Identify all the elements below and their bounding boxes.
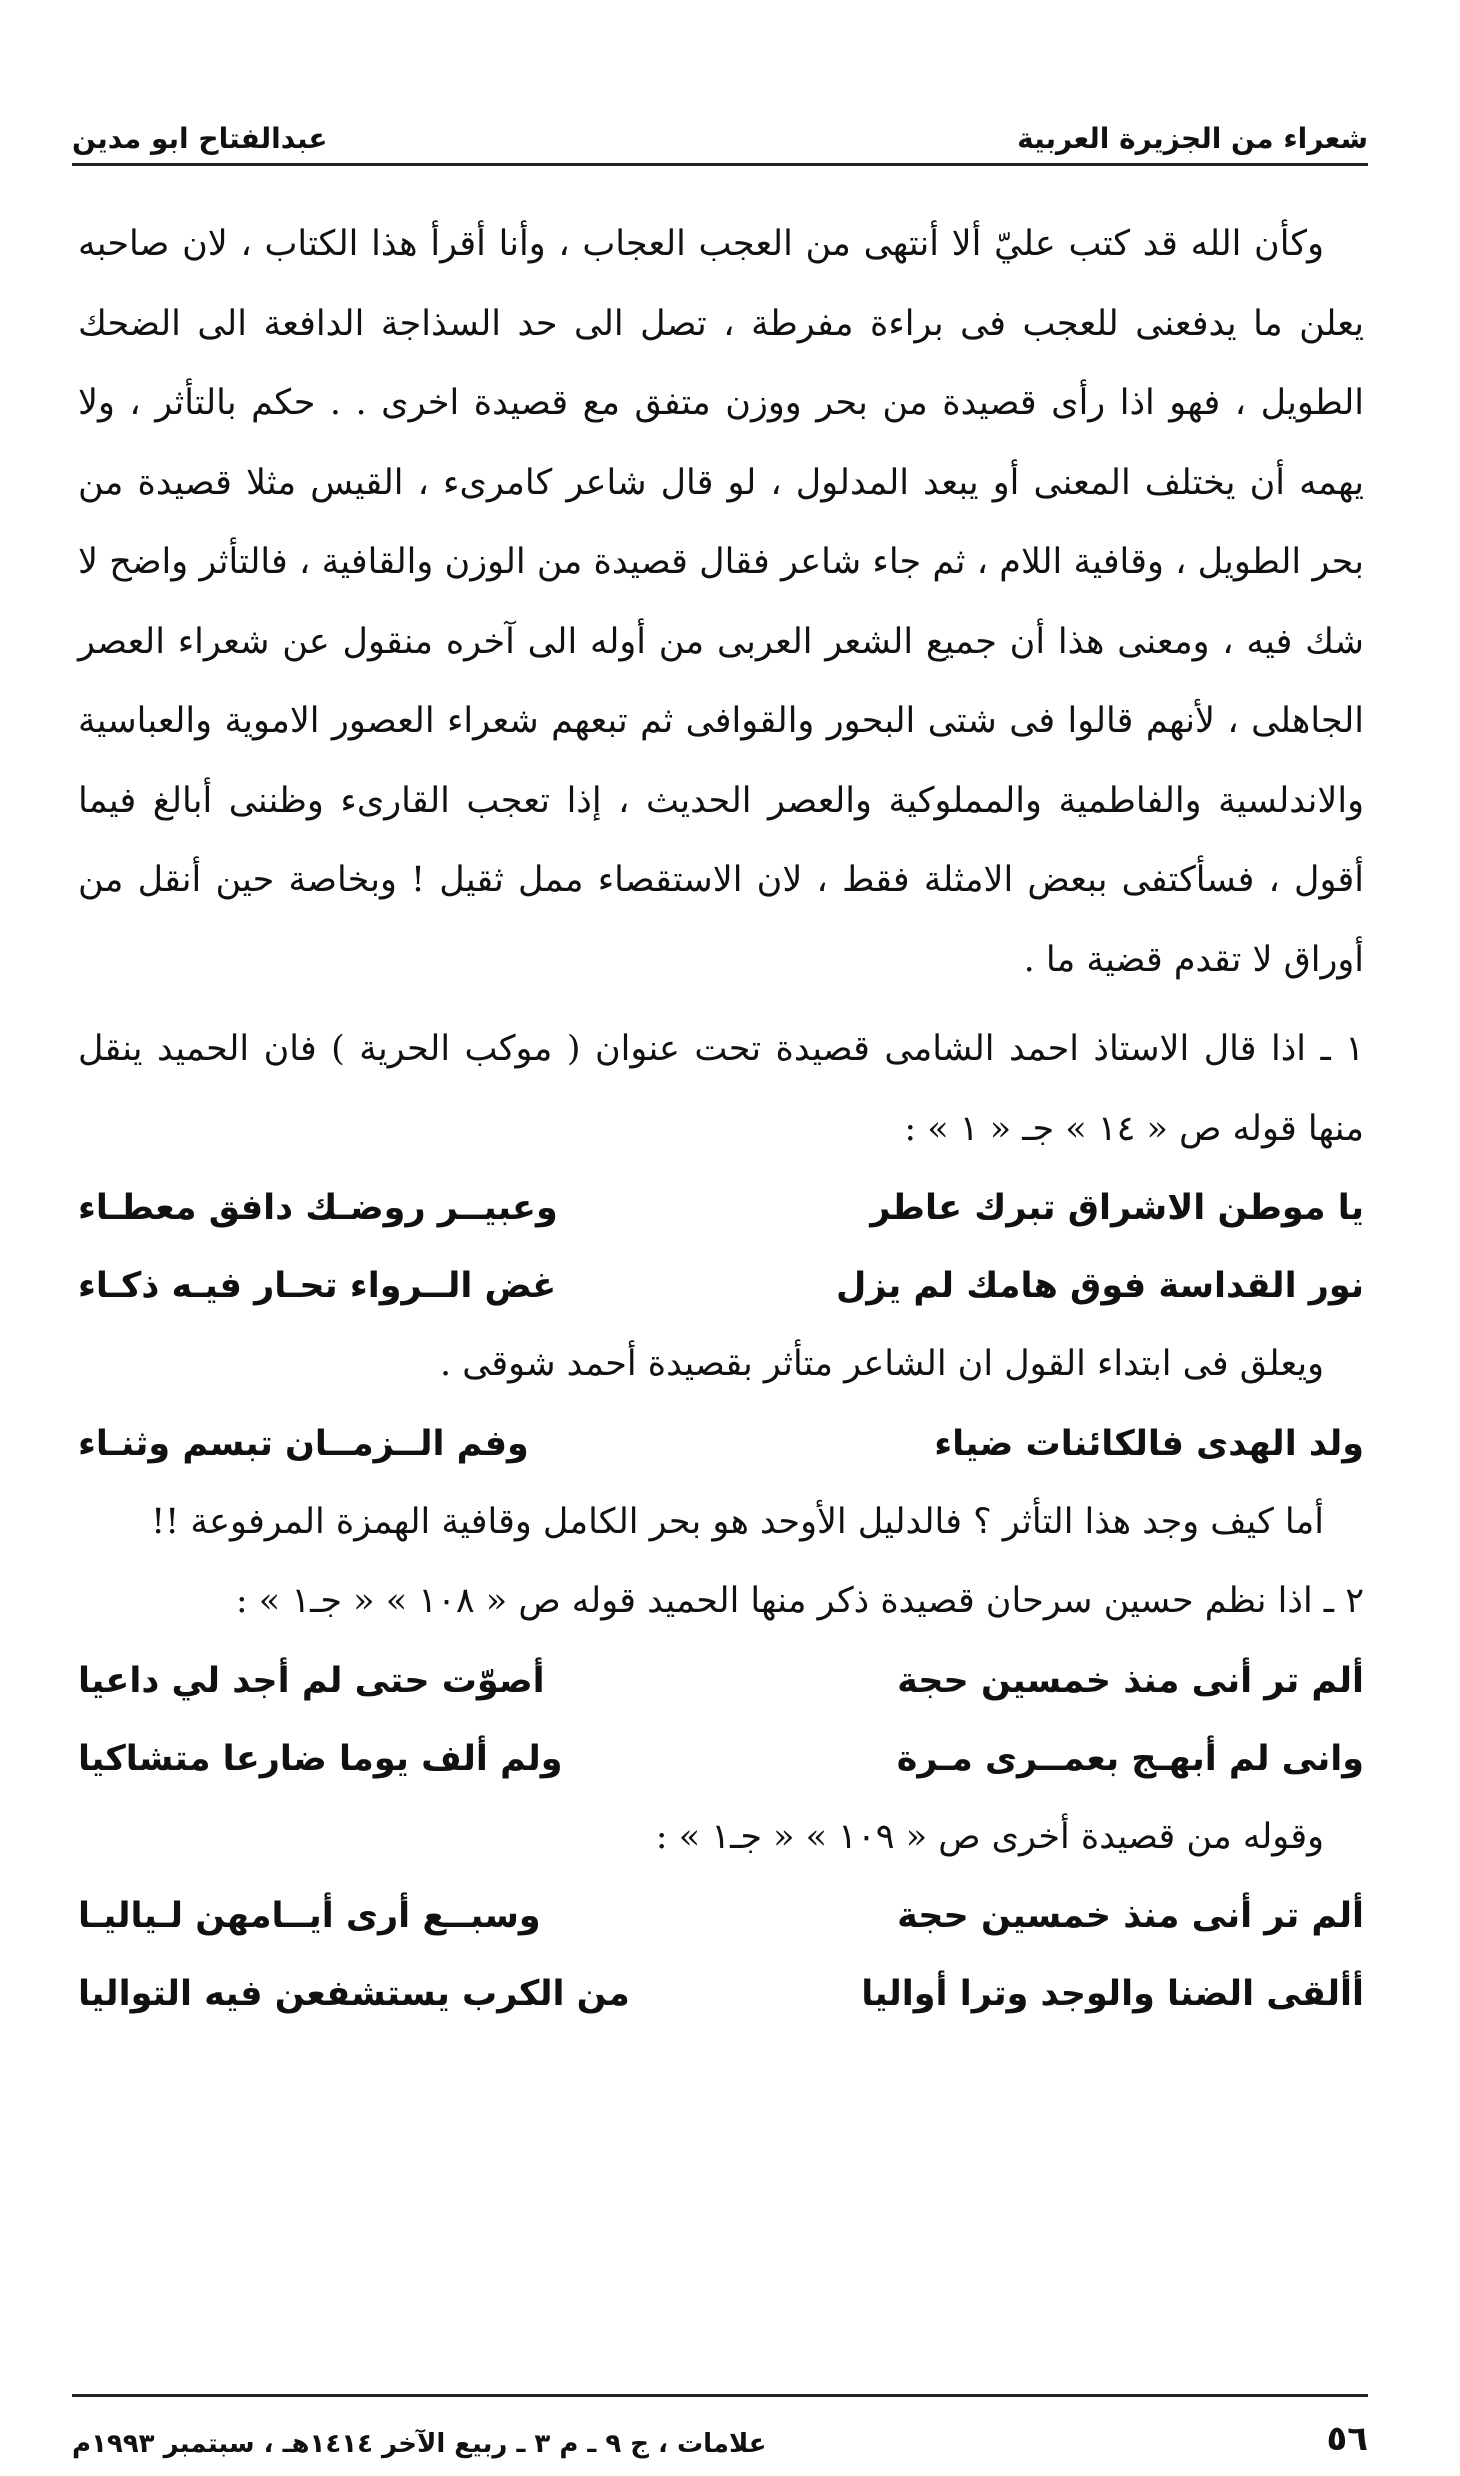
publication-info: علامات ، ج ٩ ـ م ٣ ـ ربيع الآخر ١٤١٤هـ ، سبتمبر ١٩٩٣م — [72, 2429, 767, 2459]
verse-line — [78, 1720, 1364, 1798]
verse-first-hemistich: ألم تر أنى منذ خمسين حجة — [897, 1660, 1364, 1701]
verse-second-hemistich: وفم الــزمــان تبسم وثنـاء — [78, 1423, 529, 1464]
verse-line — [78, 1247, 1364, 1325]
verse-first-hemistich: نور القداسة فوق هامك لم يزل — [835, 1266, 1364, 1306]
intro-paragraph: وكأن الله قد كتب عليّ ألا أنتهى من العجب العجاب ، وأنا أقرأ هذا الكتاب ، لان صاحبه يعلن ما يدفعنى للعجب فى براءة مفرطة ، تصل الى حد السذاجة الدافعة الى الضحك الطويل ، فهو اذا رأى قصيدة من بحر ووزن متفق مع قصيدة اخرى . . حكم بالتأثر ، ولا يهمه أن يختلف المعنى أو يبعد المدلول ، لو قال شاعر كامرىء ، القيس مثلا قصيدة من بحر الطويل ، وقافية اللام ، ثم جاء شاعر فقال قصيدة من الوزن والقافية ، فالتأثر واضح لا شك فيه ، ومعنى هذا أن جميع الشعر العربى من أوله الى آخره منقول عن شعراء العصر الجاهلى ، لأنهم قالوا فى شتى البحور والقوافى ثم تبعهم شعراء العصور الاموية والعباسية والاندلسية والفاطمية والمملوكية والعصر الحديث ، إذا تعجب القارىء وظننى أبالغ فيما أقول ، فسأكتفى ببعض الامثلة فقط ، لان الاستقصاء ممل ثقيل ! وبخاصة حين أنقل من أوراق لا تقدم قضية ما . — [78, 224, 1364, 980]
verse-first-hemistich: وانى لم أبهـج بعمــرى مـرة — [896, 1738, 1364, 1779]
verse-second-hemistich: ولم ألف يوما ضارعا متشاكيا — [78, 1738, 563, 1779]
example-2-intro: ٢ ـ اذا نظم حسين سرحان قصيدة ذكر منها الحميد قوله ص « ١٠٨ » « جـ١ » : — [235, 1581, 1364, 1621]
verse-line — [78, 1877, 1364, 1955]
verse-line — [78, 1642, 1364, 1720]
commentary-evidence: أما كيف وجد هذا التأثر ؟ فالدليل الأوحد هو بحر الكامل وقافية الهمزة المرفوعة !! — [151, 1501, 1324, 1542]
verse-second-hemistich: من الكرب يستشفعن فيه التواليا — [78, 1974, 630, 2014]
example-1-intro: ١ ـ اذا قال الاستاذ احمد الشامى قصيدة تحت عنوان ( موكب الحرية ) فان الحميد ينقل منها قوله ص « ١٤ » جـ « ١ » : — [78, 1029, 1364, 1149]
verse-second-hemistich: وسبــع أرى أيــامهن لـياليـا — [78, 1896, 541, 1936]
verse-first-hemistich: ولد الهدى فالكائنات ضياء — [934, 1423, 1364, 1464]
verse-second-hemistich: غض الــرواء تحـار فيـه ذكـاء — [78, 1266, 557, 1306]
running-header — [72, 95, 1368, 166]
page-number: ٥٦ — [1326, 2419, 1368, 2459]
page-body — [78, 205, 1364, 2033]
verse-line — [78, 1405, 1364, 1483]
another-poem-intro: وقوله من قصيدة أخرى ص « ١٠٩ » « جـ١ » : — [655, 1816, 1324, 1857]
commentary-shawqi: ويعلق فى ابتداء القول ان الشاعر متأثر بقصيدة أحمد شوقى . — [439, 1344, 1324, 1384]
verse-line — [78, 1169, 1364, 1247]
verse-first-hemistich: ألم تر أنى منذ خمسين حجة — [897, 1896, 1364, 1936]
verse-second-hemistich: أصوّت حتى لم أجد لي داعيا — [78, 1660, 545, 1701]
author-name: عبدالفتاح ابو مدين — [72, 122, 328, 155]
verse-first-hemistich: أألقى الضنا والوجد وترا أواليا — [861, 1974, 1364, 2014]
running-footer — [72, 2394, 1368, 2459]
book-title: شعراء من الجزيرة العربية — [1017, 122, 1368, 155]
verse-first-hemistich: يا موطن الاشراق تبرك عاطر — [870, 1188, 1364, 1228]
verse-second-hemistich: وعبيــر روضـك دافق معطـاء — [78, 1188, 558, 1228]
verse-line — [78, 1955, 1364, 2033]
